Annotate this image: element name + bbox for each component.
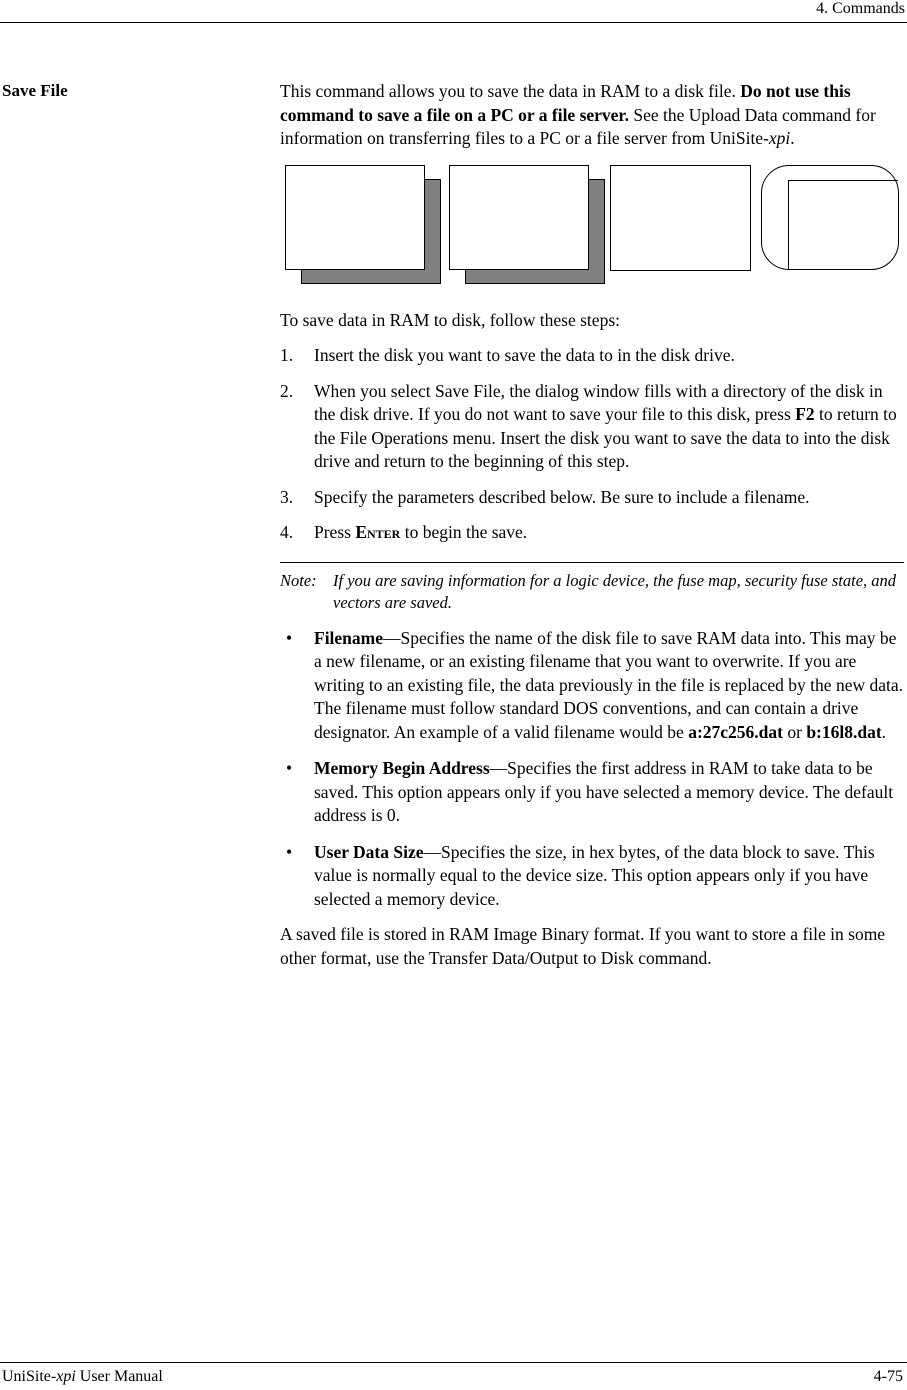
page-footer (0, 1362, 907, 1390)
steps-intro: To save data in RAM to disk, follow these steps: (280, 309, 620, 330)
parameter-name: Filename (314, 627, 384, 648)
intro-paragraph: This command allows you to save the data in RAM to a disk file. Do not use this command to save a file on a PC or a file server. See the Upload Data command for information on transferring files to a PC or a file server from UniSite-xpi. (280, 81, 876, 148)
parameter-list (280, 627, 904, 912)
dialog-frame (610, 165, 751, 271)
window-frame (285, 165, 425, 270)
note-box (280, 562, 904, 614)
closing-paragraph: A saved file is stored in RAM Image Binary format. If you want to store a file in some other format, use the Transfer Data/Output to Disk command. (280, 924, 886, 968)
parameter-item: • Memory Begin Address—Specifies the first address in RAM to take data to be saved. This option appears only if you have selected a memory device. The default address is 0. (286, 758, 894, 825)
page-header (0, 0, 907, 23)
note-label: Note: (280, 570, 317, 590)
warning-text: Do not use this command to save a file on a PC or a file server. (280, 81, 851, 125)
key-f2: F2 (795, 404, 815, 424)
main-content (280, 80, 904, 970)
step-item: 3. Specify the parameters described below. Be sure to include a filename. (280, 486, 810, 507)
section-title: Save File (2, 81, 68, 100)
disk-icon (761, 165, 899, 270)
key-enter: Enter (355, 522, 401, 542)
step-item: 2. When you select Save File, the dialog window fills with a directory of the disk in the disk drive. If you do not want to save your file to this disk, press F2 to return to the File Operations menu. Insert the disk you want to save the data to into the disk drive and return to the beginning of this step. (280, 380, 897, 471)
step-item: 4. Press Enter to begin the save. (280, 522, 528, 542)
page-number: 4-75 (873, 1368, 903, 1385)
parameter-name: Memory Begin Address (314, 758, 490, 778)
step-item: 1. Insert the disk you want to save the data to in the disk drive. (280, 345, 735, 365)
chapter-title: 4. Commands (816, 0, 905, 17)
window-frame (449, 165, 589, 270)
manual-title: UniSite-xpi User Manual (2, 1368, 163, 1385)
parameter-name: User Data Size (314, 841, 424, 862)
parameter-item: • User Data Size—Specifies the size, in hex bytes, of the data block to save. This value is normally equal to the device size. This option appears only if you have selected a memory device. (286, 841, 875, 909)
note-text: If you are saving information for a logic device, the fuse map, security fuse state, and vectors are saved. (333, 570, 897, 612)
steps-list (280, 344, 904, 545)
menu-path-figure (280, 163, 904, 287)
parameter-item: • Filename—Specifies the name of the disk file to save RAM data into. This may be a new filename, or an existing filename that you want to overwrite. If you are writing to an existing file, the data previously in the file is replaced by the new data. The filename must follow standard DOS conventions, and can contain a drive designator. An example of a valid filename would be a:27c256.dat or b:16l8.dat. (286, 627, 903, 742)
